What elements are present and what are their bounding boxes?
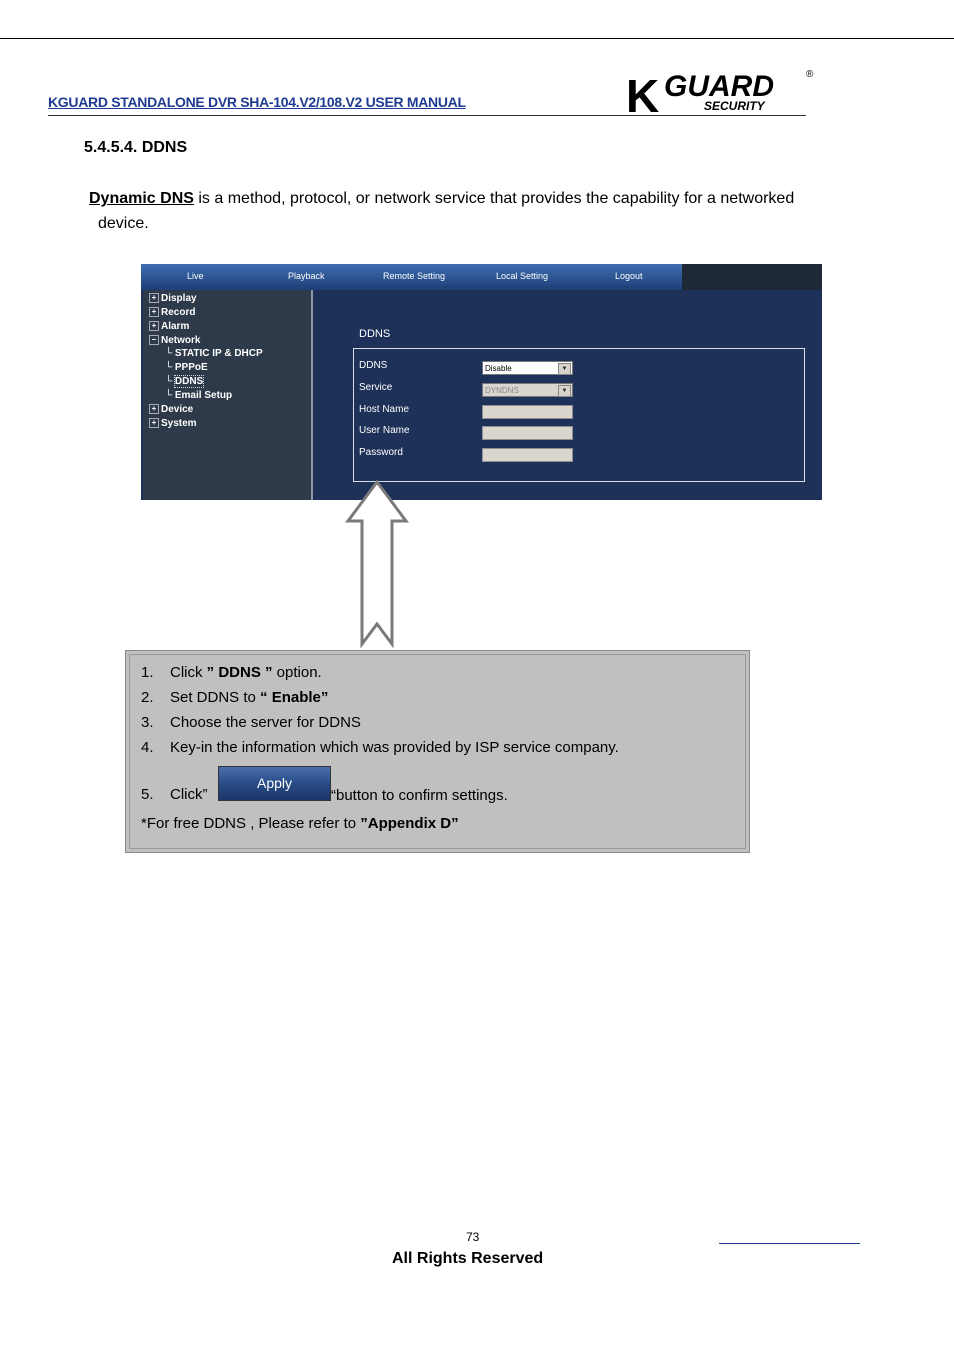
section-heading: 5.4.5.4. DDNS xyxy=(84,139,188,156)
intro-text: is a method, protocol, or network service that provides the capability for a networked xyxy=(193,190,795,207)
tree-branch-icon: └ xyxy=(165,362,175,373)
intro-continuation: device. xyxy=(98,215,149,232)
step-5: 5. Click” xyxy=(141,786,208,803)
ddns-form xyxy=(353,348,805,482)
expand-icon: + xyxy=(149,293,159,303)
dropdown-arrow-icon[interactable]: ▼ xyxy=(558,385,571,397)
step-3: 3. Choose the server for DDNS xyxy=(141,714,361,731)
service-select-value: DYNDNS xyxy=(485,386,519,395)
nav-logout[interactable]: Logout xyxy=(615,271,643,281)
tree-item-network[interactable]: − Network xyxy=(149,335,200,346)
top-rule xyxy=(0,38,954,39)
nav-local-setting[interactable]: Local Setting xyxy=(496,271,549,281)
tree-item-display[interactable]: + Display xyxy=(149,293,197,304)
password-label: Password xyxy=(359,447,403,458)
page-number: 73 xyxy=(466,1230,480,1244)
dvr-settings-tree xyxy=(143,290,313,500)
intro-term: Dynamic DNS xyxy=(89,190,194,207)
nav-live[interactable]: Live xyxy=(187,271,204,281)
ddns-select[interactable] xyxy=(482,361,573,375)
host-name-input[interactable] xyxy=(482,405,573,419)
tree-branch-icon: └ xyxy=(165,348,175,359)
dvr-nav-bar xyxy=(141,264,682,290)
user-name-label: User Name xyxy=(359,425,410,436)
ddns-label: DDNS xyxy=(359,360,388,371)
user-name-input[interactable] xyxy=(482,426,573,440)
apply-button[interactable]: Apply xyxy=(218,766,331,801)
tree-item-static-ip[interactable]: └ STATIC IP & DHCP xyxy=(165,348,263,359)
footer-link-underline[interactable] xyxy=(719,1243,860,1244)
logo-k-letter: K xyxy=(626,70,660,118)
dvr-screenshot xyxy=(141,264,822,500)
tree-branch-icon: └ xyxy=(165,376,175,387)
service-label: Service xyxy=(359,382,393,393)
host-name-label: Host Name xyxy=(359,404,410,415)
step-4: 4. Key-in the information which was provided by ISP service company. xyxy=(141,739,619,756)
tree-branch-icon: └ xyxy=(165,390,175,401)
appendix-note: *For free DDNS , Please refer to ”Appendix D” xyxy=(141,815,459,832)
expand-icon: + xyxy=(149,418,159,428)
service-select[interactable] xyxy=(482,383,573,397)
tree-item-pppoe[interactable]: └ PPPoE xyxy=(165,362,208,373)
step-1: 1. Click ” DDNS ” option. xyxy=(141,664,322,681)
password-input[interactable] xyxy=(482,448,573,462)
tree-item-email-setup[interactable]: └ Email Setup xyxy=(165,390,233,401)
tree-item-record[interactable]: + Record xyxy=(149,307,195,318)
expand-icon: + xyxy=(149,321,159,331)
kguard-logo xyxy=(624,66,816,118)
intro-paragraph xyxy=(89,186,889,236)
dvr-nav-filler xyxy=(682,264,822,290)
step-2: 2. Set DDNS to “ Enable” xyxy=(141,689,329,706)
expand-icon: + xyxy=(149,404,159,414)
step-5-suffix: “button to confirm settings. xyxy=(331,787,508,804)
document-title: KGUARD STANDALONE DVR SHA-104.V2/108.V2 USER MANUAL xyxy=(48,94,466,110)
nav-playback[interactable]: Playback xyxy=(288,271,325,281)
up-arrow-icon xyxy=(344,478,410,648)
dropdown-arrow-icon[interactable]: ▼ xyxy=(558,363,571,375)
logo-main-text: GUARD xyxy=(664,70,774,103)
nav-remote-setting[interactable]: Remote Setting xyxy=(383,271,446,281)
tree-item-device[interactable]: + Device xyxy=(149,404,193,415)
logo-registered-mark: ® xyxy=(806,69,814,80)
ddns-panel-title: DDNS xyxy=(359,328,391,340)
ddns-select-value: Disable xyxy=(485,364,512,373)
footer-rights: All Rights Reserved xyxy=(392,1250,544,1267)
tree-item-system[interactable]: + System xyxy=(149,418,197,429)
instruction-box xyxy=(125,650,750,853)
tree-item-alarm[interactable]: + Alarm xyxy=(149,321,189,332)
expand-icon: + xyxy=(149,307,159,317)
collapse-icon: − xyxy=(149,335,159,345)
tree-item-ddns[interactable]: └ DDNS xyxy=(165,376,204,387)
logo-sub-text: SECURITY xyxy=(704,99,765,113)
